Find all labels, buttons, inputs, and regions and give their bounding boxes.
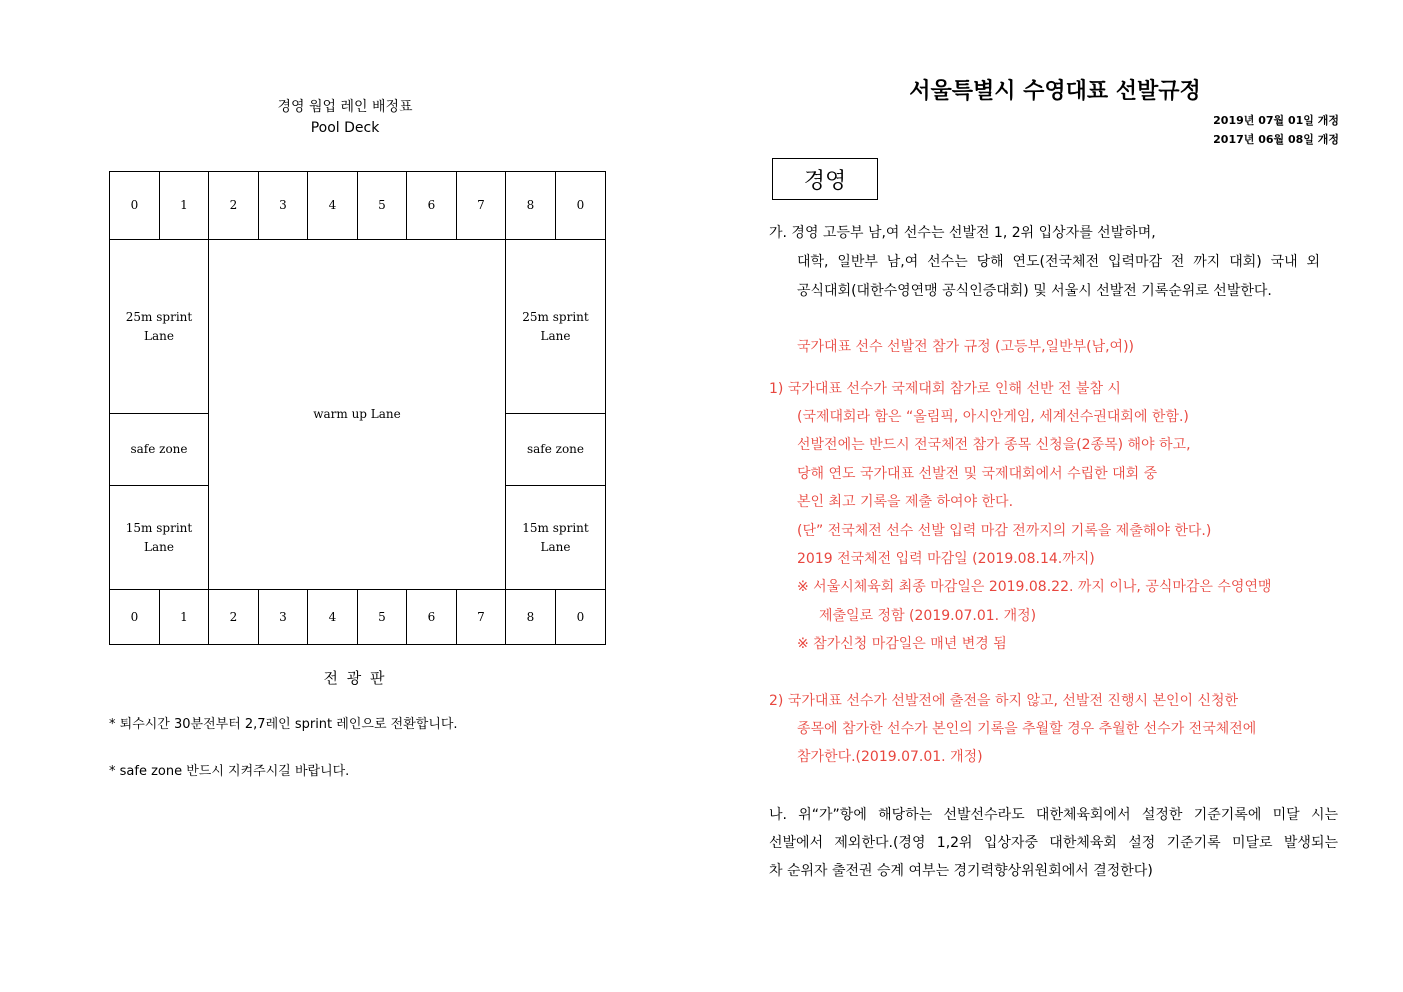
top-lane-number: 3 [258,171,308,240]
top-lane-number: 8 [505,171,556,240]
note-sprint-switch: * 퇴수시간 30분전부터 2,7레인 sprint 레인으로 전환합니다. [109,717,458,732]
bottom-lane-number: 3 [258,589,308,645]
ga-line: 대학, 일반부 남,여 선수는 당해 연도(전국체전 입력마감 전 까지 대회) 국내 외 [797,254,1320,270]
ga-line: 가. 경영 고등부 남,여 선수는 선발전 1, 2위 입상자를 선발하며, [769,225,1156,241]
scoreboard-label: 전 광 판 [323,669,387,687]
rule1-line: (단” 전국체전 선수 선발 입력 마감 전까지의 기록을 제출해야 한다.) [797,523,1212,539]
rule1-line: 본인 최고 기록을 제출 하여야 한다. [797,494,1014,510]
top-lane-number: 0 [555,171,606,240]
bottom-lane-number: 2 [208,589,259,645]
top-lane-number: 7 [456,171,506,240]
page-title: 서울특별시 수영대표 선발규정 [909,79,1201,104]
lane-table-title: 경영 웜업 레인 배정표 [277,99,413,115]
pool-deck-label: Pool Deck [310,120,380,136]
revision-date-2017: 2017년 06월 08일 개정 [1213,133,1339,146]
rule1-line: 제출일로 정함 (2019.07.01. 개정) [819,608,1037,624]
top-lane-number: 1 [159,171,209,240]
rule1-line: ※ 참가신청 마감일은 매년 변경 됨 [797,636,1007,652]
rule1-line: 당해 연도 국가대표 선발전 및 국제대회에서 수립한 대회 중 [797,466,1158,482]
lane-diagram [109,171,606,645]
bottom-lane-number: 4 [307,589,358,645]
bottom-lane-number: 7 [456,589,506,645]
rule2-line: 2) 국가대표 선수가 선발전에 출전을 하지 않고, 선발전 진행시 본인이 신청한 [769,693,1239,709]
bottom-lane-number: 0 [555,589,606,645]
sprint-25m-lane-left: 25m sprint Lane [109,239,209,414]
rule2-line: 종목에 참가한 선수가 본인의 기록을 추월할 경우 추월한 선수가 전국체전에 [797,721,1257,737]
rule1-line: 2019 전국체전 입력 마감일 (2019.08.14.까지) [797,551,1095,567]
top-lane-number: 0 [109,171,160,240]
ga-line: 공식대회(대한수영연맹 공식인증대회) 및 서울시 선발전 기록순위로 선발한다. [797,283,1272,299]
na-line: 차 순위자 출전권 승계 여부는 경기력향상위원회에서 결정한다) [769,863,1153,879]
bottom-lane-number: 8 [505,589,556,645]
top-lane-number: 4 [307,171,358,240]
rule1-line: (국제대회라 함은 “올림픽, 아시안게임, 세계선수권대회에 한함.) [797,409,1189,425]
warm-up-lane: warm up Lane [208,239,506,590]
top-lane-number: 6 [406,171,457,240]
na-line: 선발에서 제외한다.(경영 1,2위 입상자중 대한체육회 설정 기준기록 미달로 발생되는 [769,835,1338,851]
regulation-body [769,222,1339,902]
rule2-line: 참가한다.(2019.07.01. 개정) [797,749,983,765]
safe-zone-right: safe zone [505,413,606,486]
safe-zone-left: safe zone [109,413,209,486]
top-lane-number: 5 [357,171,407,240]
sprint-15m-lane-right: 15m sprint Lane [505,485,606,590]
rule1-line: 선발전에는 반드시 전국체전 참가 종목 신청을(2종목) 해야 하고, [797,437,1191,453]
rule1-line: ※ 서울시체육회 최종 마감일은 2019.08.22. 까지 이나, 공식마감은 수영연맹 [797,579,1272,595]
section-box-swimming: 경영 [772,158,878,200]
bottom-lane-number: 6 [406,589,457,645]
sprint-15m-lane-left: 15m sprint Lane [109,485,209,590]
sprint-25m-lane-right: 25m sprint Lane [505,239,606,414]
bottom-lane-number: 0 [109,589,160,645]
national-team-heading: 국가대표 선수 선발전 참가 규정 (고등부,일반부(남,여)) [797,339,1135,355]
rule1-line: 1) 국가대표 선수가 국제대회 참가로 인해 선반 전 불참 시 [769,381,1121,397]
top-lane-number: 2 [208,171,259,240]
bottom-lane-number: 1 [159,589,209,645]
na-line: 나. 위“가”항에 해당하는 선발선수라도 대한체육회에서 설정한 기준기록에 미달 시는 [769,807,1338,823]
bottom-lane-number: 5 [357,589,407,645]
note-safe-zone: * safe zone 반드시 지켜주시길 바랍니다. [109,764,350,779]
revision-date-2019: 2019년 07월 01일 개정 [1213,114,1339,127]
